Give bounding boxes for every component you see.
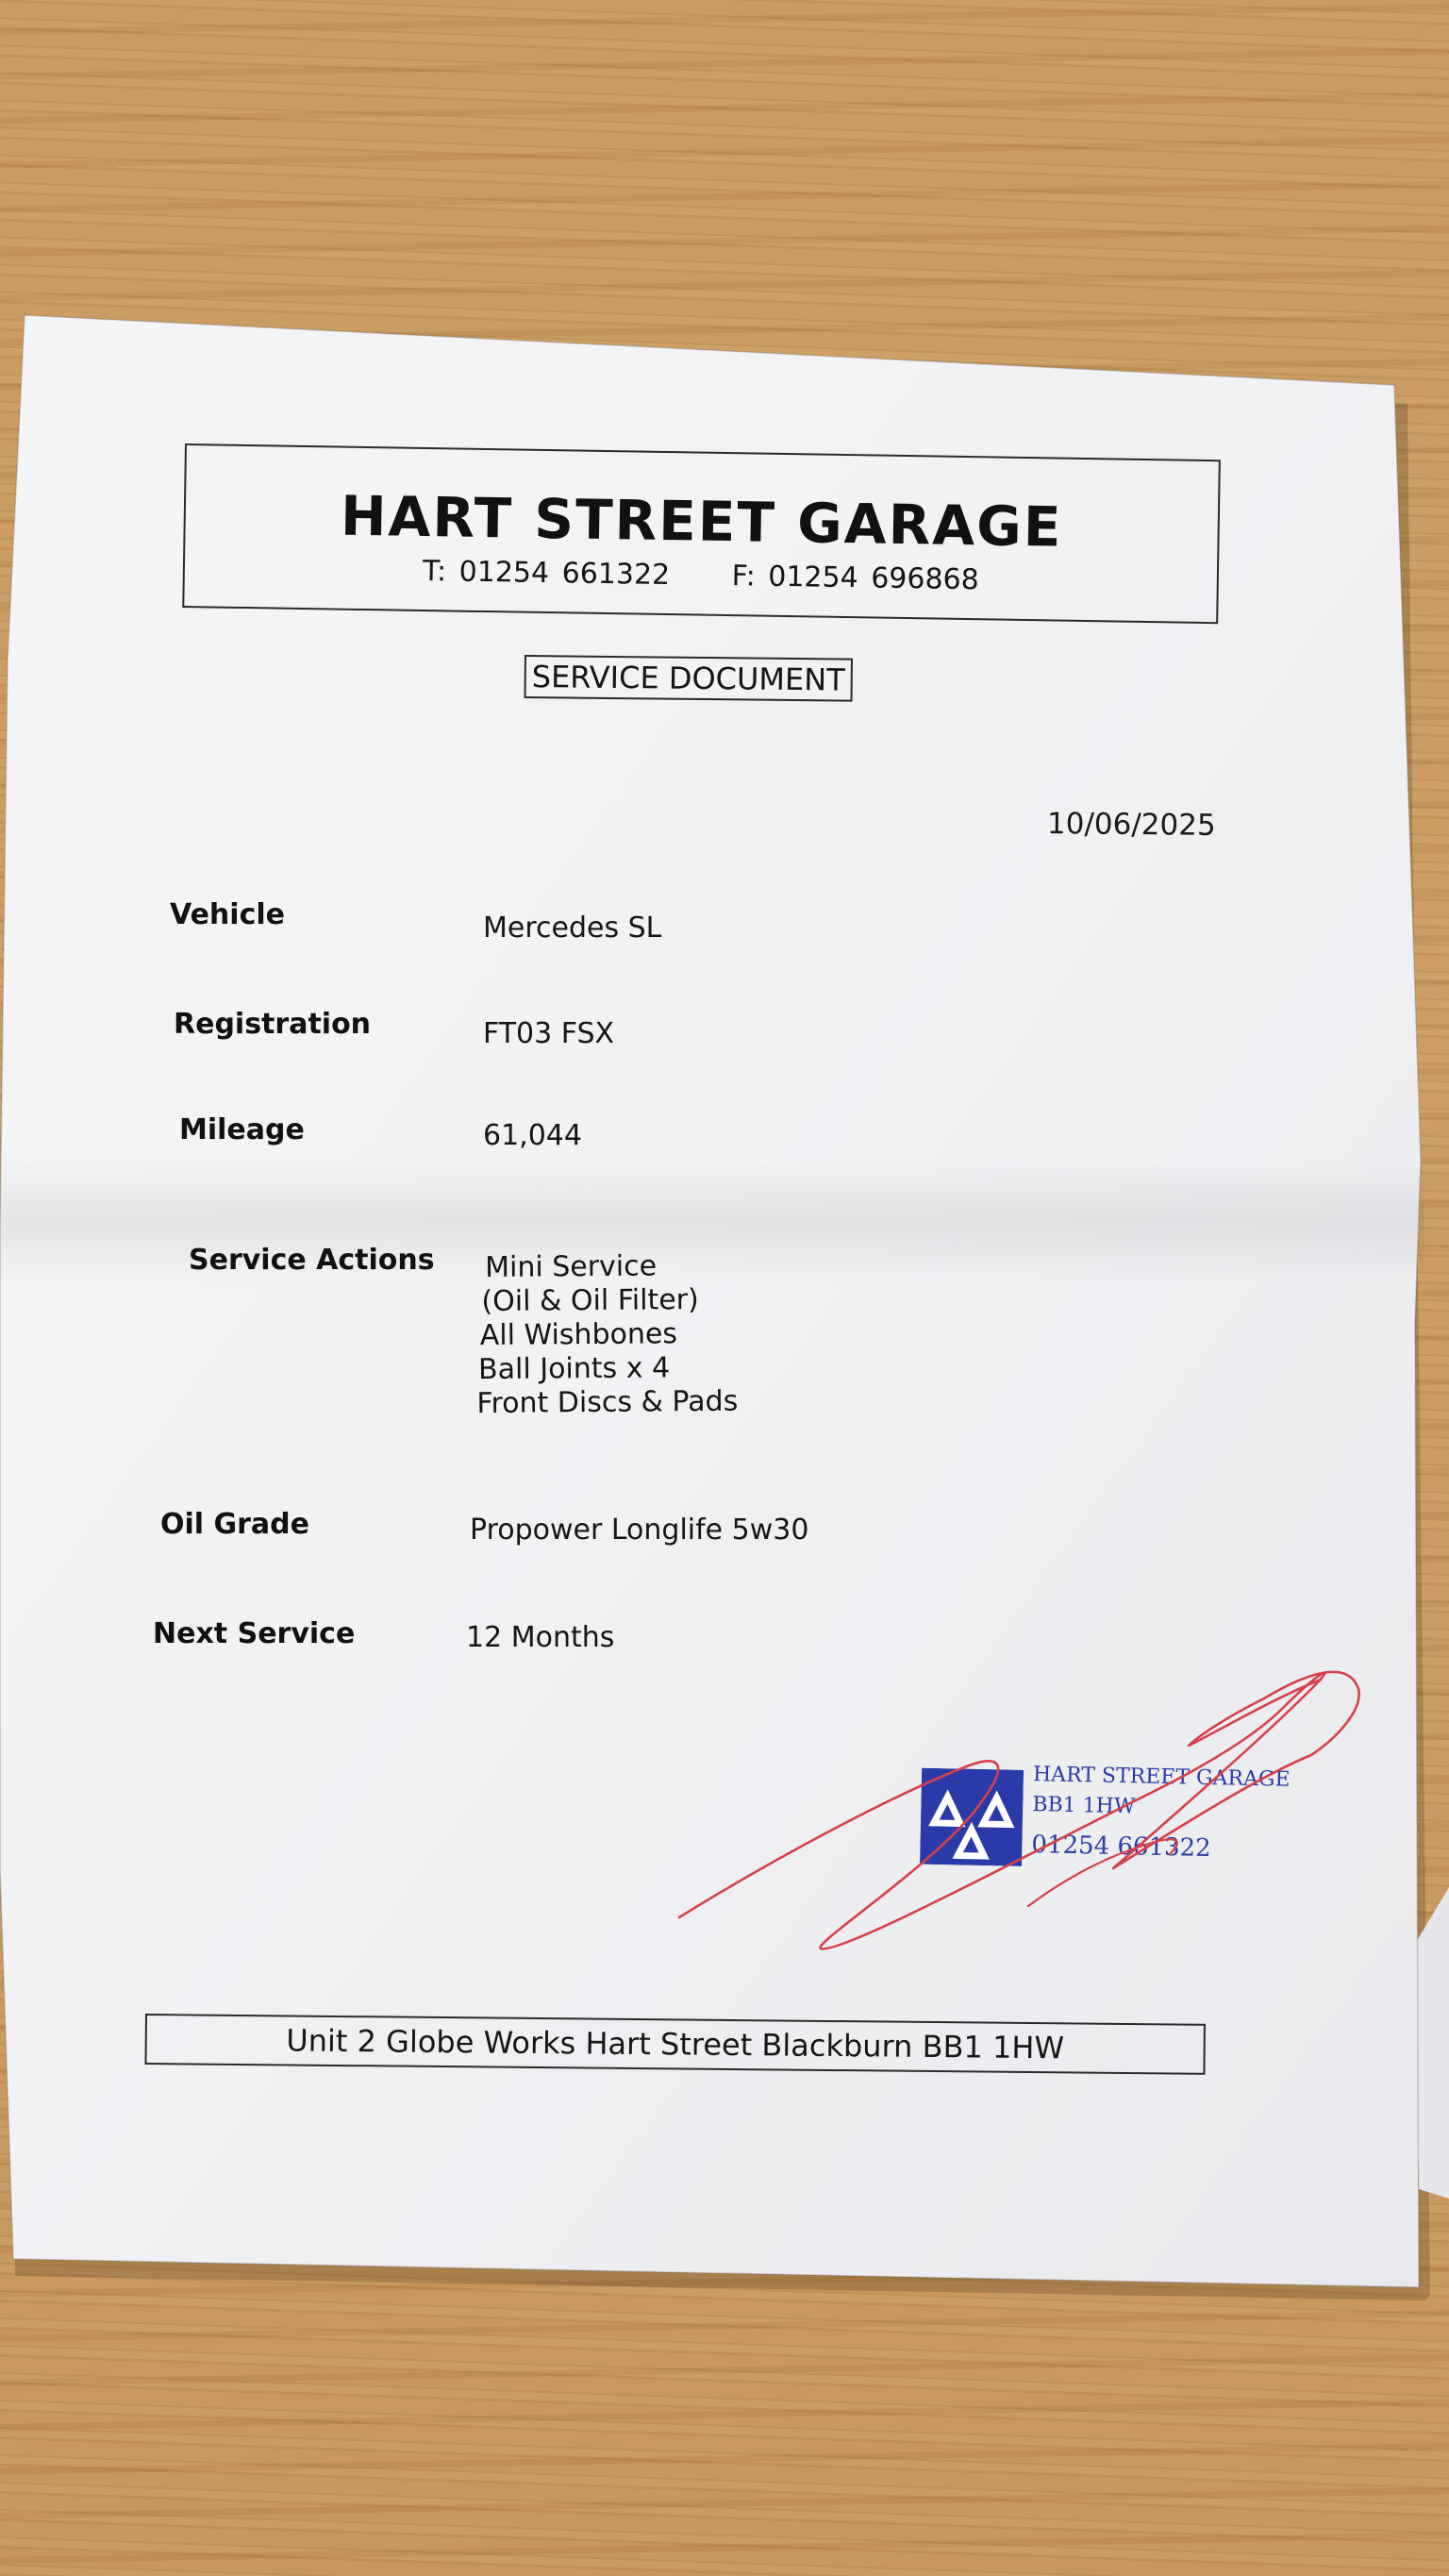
service-actions-label: Service Actions: [189, 1244, 435, 1277]
phone-number: T: 01254 661322: [422, 554, 671, 593]
stamp-phone: 01254 661322: [1031, 1831, 1211, 1864]
registration-value: FT03 FSX: [483, 1017, 615, 1050]
stamp-garage-name: HART STREET GARAGE: [1032, 1763, 1291, 1792]
document-title: SERVICE DOCUMENT: [525, 655, 853, 702]
garage-stamp: [920, 1761, 1318, 1882]
mot-triangles-icon: [920, 1768, 1024, 1866]
footer-address-box: [144, 2014, 1205, 2075]
letterhead-box: [182, 443, 1221, 624]
registration-label: Registration: [174, 1008, 372, 1041]
next-service-label: Next Service: [153, 1617, 356, 1650]
service-action-item: All Wishbones: [479, 1317, 678, 1353]
mileage-label: Mileage: [179, 1113, 305, 1146]
document-date: 10/06/2025: [1046, 807, 1216, 843]
next-service-value: 12 Months: [466, 1621, 615, 1654]
footer-address: Unit 2 Globe Works Hart Street Blackburn BB1 1HW: [286, 2022, 1065, 2066]
vehicle-value: Mercedes SL: [483, 912, 662, 945]
mileage-value: 61,044: [483, 1119, 582, 1152]
stamp-postcode: BB1 1HW: [1032, 1793, 1136, 1819]
garage-name: HART STREET GARAGE: [340, 483, 1064, 560]
service-actions-list: [476, 1249, 739, 1421]
oil-grade-label: Oil Grade: [160, 1508, 309, 1541]
oil-grade-value: Propower Longlife 5w30: [470, 1514, 809, 1547]
service-action-item: Ball Joints x 4: [477, 1351, 671, 1387]
service-action-item: (Oil & Oil Filter): [481, 1283, 699, 1319]
service-action-item: Front Discs & Pads: [476, 1384, 739, 1421]
vehicle-label: Vehicle: [170, 898, 285, 931]
fax-number: F: 01254 696868: [731, 560, 979, 597]
service-action-item: Mini Service: [485, 1249, 658, 1284]
